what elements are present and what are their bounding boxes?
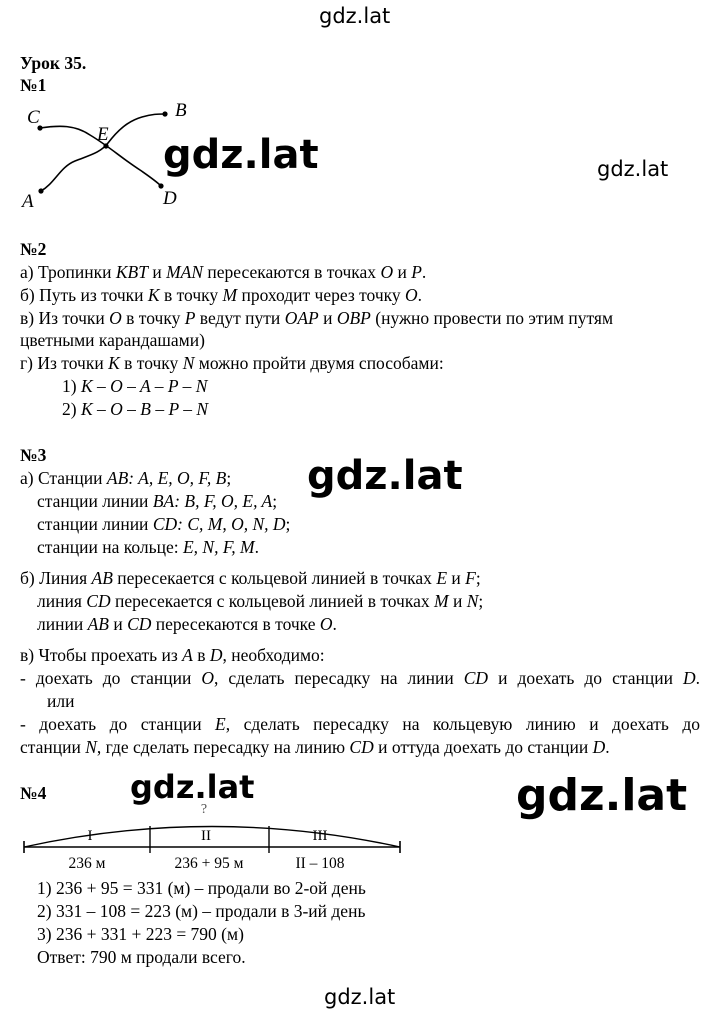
lesson-title: Урок 35. [20,53,87,73]
watermark-large-1: gdz.lat [163,132,319,178]
task4-step-1: 1) 236 + 95 = 331 (м) – продали во 2-ой день [37,878,366,898]
task4-heading: №4 [20,783,47,803]
label-c: C [27,107,40,128]
task4-segment-diagram [0,800,420,875]
task3-line-a1: а) Станции AB: A, E, O, F, B; [20,468,232,488]
task2-line-b: б) Путь из точки K в точку M проходит через точку O. [20,285,423,305]
task3-line-c2: - доехать до станции O, сделать пересадку на линии CD и доехать до станции D. [20,668,700,688]
task1-heading: №1 [20,75,47,95]
watermark-large-2: gdz.lat [307,453,463,499]
task2-line-a: а) Тропинки KBT и MAN пересекаются в точках O и P. [20,262,427,282]
label-e: E [97,124,109,145]
watermark-bottom: gdz.lat [324,985,396,1009]
task1-paths-diagram [0,95,220,215]
task3-line-b1: б) Линия AB пересекается с кольцевой линией в точках E и F; [20,568,481,588]
point-b [162,111,167,116]
value-label-2: 236 + 95 м [174,855,244,872]
task3-line-c1: в) Чтобы проехать из A в D, необходимо: [20,645,325,665]
task3-line-c4: станции N, где сделать пересадку на линию CD и оттуда доехать до станции D. [20,737,610,757]
task2-line-c: в) Из точки O в точку P ведут пути OAP и OBP (нужно провести по этим путям [20,308,614,328]
task2-way-1: 1) K – O – A – P – N [62,376,208,396]
task3-line-a4: станции на кольце: E, N, F, M. [37,537,259,557]
task2-line-c-cont: цветными карандашами) [20,330,205,350]
task3-line-c3: - доехать до станции E, сделать пересадку на кольцевую линию и доехать до [20,714,700,734]
task4-answer: Ответ: 790 м продали всего. [37,947,246,967]
part-label-1: I [87,828,93,844]
point-a [38,188,43,193]
label-b: B [175,100,187,121]
label-d: D [163,188,177,209]
task3-line-b3: линии AB и CD пересекаются в точке O. [37,614,337,634]
task2-way-2: 2) K – O – B – P – N [62,399,208,419]
watermark-large-3: gdz.lat [130,768,255,806]
task3-line-a3: станции линии CD: C, M, O, N, D; [37,514,291,534]
total-arc [24,827,400,848]
task4-step-2: 2) 331 – 108 = 223 (м) – продали в 3-ий день [37,901,366,921]
task4-step-3: 3) 236 + 331 + 223 = 790 (м) [37,924,244,944]
watermark-right: gdz.lat [597,157,669,181]
value-label-1: 236 м [68,855,106,872]
task2-heading: №2 [20,239,47,259]
part-label-2: II [201,828,211,844]
task3-heading: №3 [20,445,47,465]
task2-line-d: г) Из точки K в точку N можно пройти двумя способами: [20,353,444,373]
task3-or: или [47,691,75,711]
watermark-top: gdz.lat [319,4,391,28]
value-label-3: II – 108 [295,855,345,872]
part-label-3: III [312,828,328,844]
task3-line-a2: станции линии BA: B, F, O, E, A; [37,491,278,511]
watermark-large-4: gdz.lat [516,770,688,821]
task3-line-b2: линия CD пересекается с кольцевой линией в точках M и N; [37,591,484,611]
question-label: ? [200,802,208,817]
label-a: A [22,191,34,212]
